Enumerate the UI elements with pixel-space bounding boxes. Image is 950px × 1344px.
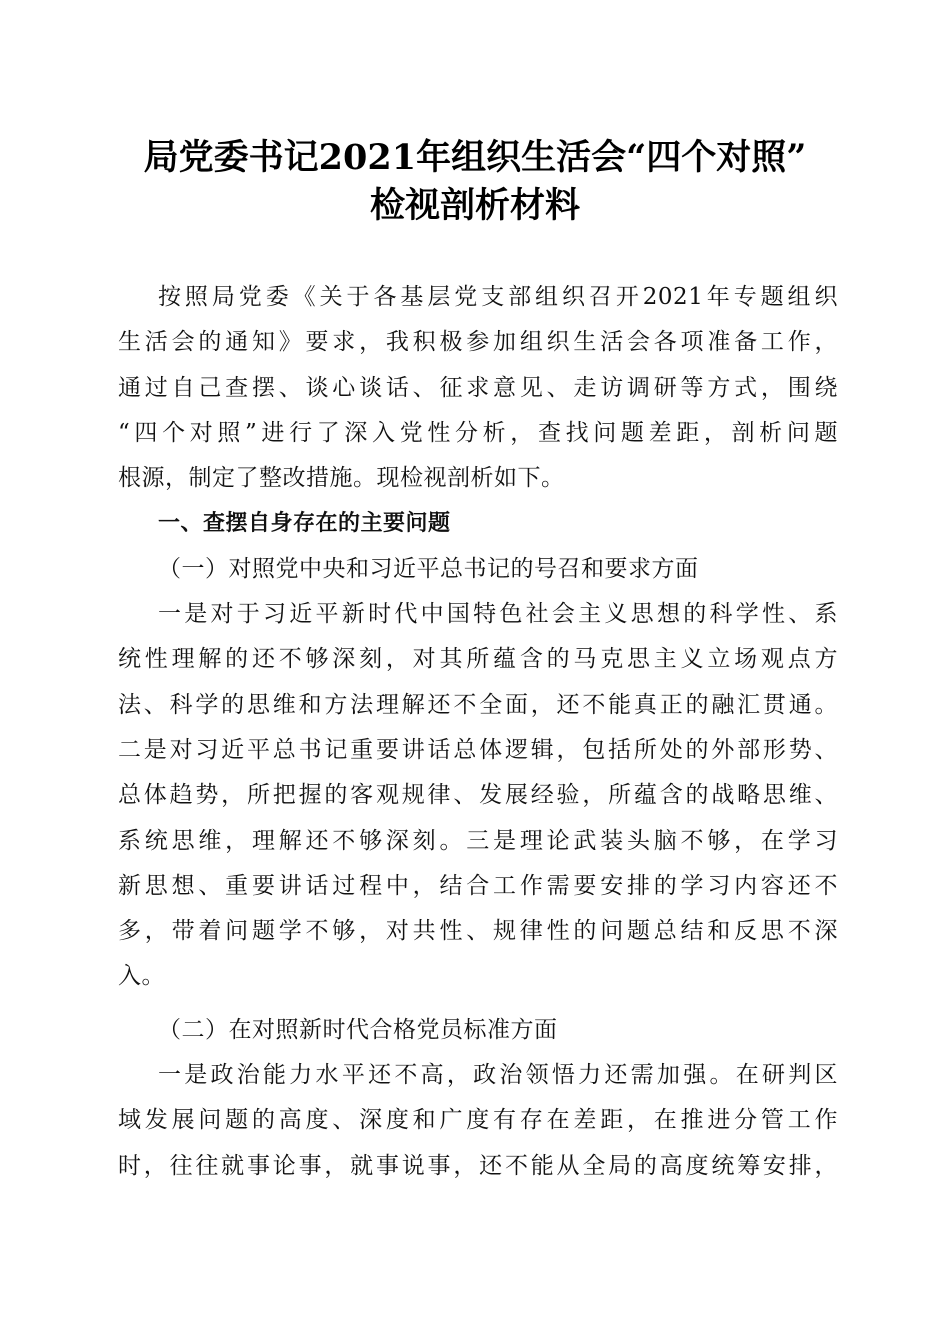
document-title-line-1: 局党委书记2021年组织生活会“四个对照” [143,137,807,178]
paragraph-line: 总体趋势，所把握的客观规律、发展经验，所蕴含的战略思维、 [118,782,838,809]
spacer [118,1000,838,1008]
subsection-heading: （二）在对照新时代合格党员标准方面 [158,1016,558,1043]
paragraph-line: 域发展问题的高度、深度和广度有存在差距，在推进分管工作 [118,1107,838,1134]
subsection-2-paragraph [118,1053,838,1189]
paragraph-line: 统性理解的还不够深刻，对其所蕴含的马克思主义立场观点方 [118,646,838,673]
paragraph-line: 时，往往就事论事，就事说事，还不能从全局的高度统筹安排， [118,1152,838,1179]
paragraph-line: 生活会的通知》要求，我积极参加组织生活会各项准备工作， [118,329,838,356]
paragraph-line: 入。 [118,963,165,990]
subsection-1-paragraph [118,592,838,1000]
paragraph-line: 新思想、重要讲话过程中，结合工作需要安排的学习内容还不 [118,872,838,899]
paragraph-line: “四个对照”进行了深入党性分析，查找问题差距，剖析问题 [118,419,838,446]
paragraph-line: 法、科学的思维和方法理解还不全面，还不能真正的融汇贯通。 [118,691,838,718]
paragraph-line: 多，带着问题学不够，对共性、规律性的问题总结和反思不深 [118,918,838,945]
paragraph-line: 通过自己查摆、谈心谈话、征求意见、走访调研等方式，围绕 [118,374,838,401]
paragraph-line: 二是对习近平总书记重要讲话总体逻辑，包括所处的外部形势、 [118,736,838,763]
section-heading: 一、查摆自身存在的主要问题 [158,511,451,537]
paragraph-line: 根源，制定了整改措施。现检视剖析如下。 [118,465,565,492]
paragraph-line: 按照局党委《关于各基层党支部组织召开2021年专题组织 [158,284,838,310]
paragraph-line: 系统思维，理解还不够深刻。三是理论武装头脑不够，在学习 [118,827,838,854]
paragraph-line: 一是对于习近平新时代中国特色社会主义思想的科学性、系 [158,601,838,628]
document-title-line-2: 检视剖析材料 [369,185,580,226]
intro-paragraph [118,275,838,501]
subsection-heading: （一）对照党中央和习近平总书记的号召和要求方面 [158,555,699,582]
paragraph-line: 一是政治能力水平还不高，政治领悟力还需加强。在研判区 [158,1062,838,1089]
document-body [118,275,838,1189]
